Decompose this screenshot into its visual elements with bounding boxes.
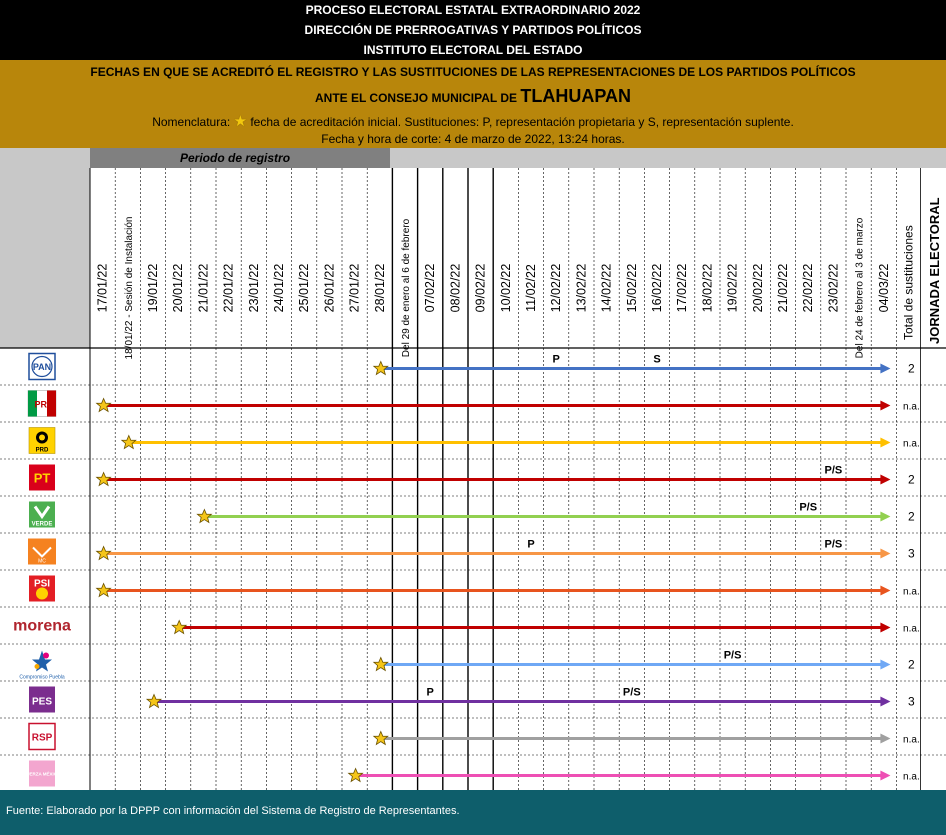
party-logo-morena — [13, 618, 71, 635]
total-substitutions: 3 — [908, 694, 915, 709]
timeline-arrowhead — [880, 660, 890, 670]
period-label-text: Periodo de registro — [180, 151, 291, 165]
period-label — [90, 148, 390, 168]
party-logo-text: PT — [33, 470, 51, 486]
timeline-arrowhead — [880, 438, 890, 448]
total-substitutions: n.a. — [903, 771, 920, 783]
timeline-arrowhead — [880, 771, 890, 781]
party-row-pt — [29, 465, 915, 491]
column-label: Del 29 de enero al 6 de febrero — [401, 218, 412, 358]
party-logo-text: PSI — [33, 578, 51, 590]
timeline-arrowhead — [880, 734, 890, 744]
substitution-mark: P/S — [824, 464, 843, 477]
star-icon — [374, 732, 388, 745]
substitution-mark: P/S — [799, 501, 818, 514]
star-icon — [147, 695, 161, 708]
party-logo-pes — [29, 687, 55, 713]
council-line — [0, 86, 946, 107]
party-row-mc — [28, 539, 915, 565]
total-substitutions: 2 — [908, 361, 915, 376]
council-prefix: ANTE EL CONSEJO MUNICIPAL DE — [314, 91, 521, 105]
source-footer — [0, 790, 946, 835]
header-line-3: INSTITUTO ELECTORAL DEL ESTADO — [363, 43, 583, 57]
substitution-mark: P/S — [622, 686, 641, 699]
nomenclature-prefix: Nomenclatura: — [152, 115, 234, 129]
institution-header — [0, 0, 946, 60]
report-subtitle: FECHAS EN QUE SE ACREDITÓ EL REGISTRO Y LAS SUSTITUCIONES DE LAS REPRESENTACIONES DE LOS PARTIDOS POLÍTICOS — [90, 65, 856, 79]
substitution-mark: P/S — [723, 649, 742, 662]
party-row-pes — [29, 687, 915, 713]
party-row-morena — [13, 618, 920, 635]
party-logo-mc — [28, 539, 56, 565]
party-logo-prd — [29, 428, 55, 454]
star-icon: ★ — [233, 113, 248, 130]
substitution-mark: S — [653, 353, 661, 366]
party-row-pri — [28, 391, 920, 417]
column-label: 19/02/22 — [725, 263, 740, 313]
column-label: 17/02/22 — [675, 263, 690, 313]
substitution-mark: P — [552, 353, 560, 366]
municipality-name: TLAHUAPAN — [520, 86, 631, 106]
party-logo-text: MC — [38, 558, 46, 565]
party-logo-text: FUERZA MÉXICO — [23, 771, 61, 777]
party-logo-text: PRD — [35, 447, 49, 454]
star-icon — [97, 473, 111, 486]
substitution-mark: P — [527, 538, 535, 551]
substitution-mark: P/S — [824, 538, 843, 551]
column-label: 22/02/22 — [801, 263, 816, 313]
column-label: 07/02/22 — [423, 263, 438, 313]
column-label: 21/02/22 — [776, 263, 790, 313]
star-icon — [374, 658, 388, 671]
party-logo-text: RSP — [31, 732, 53, 744]
column-label: 28/01/22 — [372, 263, 387, 313]
star-icon — [122, 436, 136, 449]
column-label: 12/02/22 — [549, 263, 564, 313]
timeline-arrowhead — [880, 512, 890, 522]
substitution-mark: P — [426, 686, 434, 699]
column-label: 23/01/22 — [246, 263, 261, 313]
total-substitutions: n.a. — [903, 438, 920, 450]
column-label: 20/02/22 — [750, 263, 765, 313]
header-line-1: PROCESO ELECTORAL ESTATAL EXTRAORDINARIO 2022 — [305, 3, 641, 17]
total-substitutions: 2 — [908, 472, 915, 487]
party-row-prd — [29, 428, 920, 454]
column-label: 13/02/22 — [574, 263, 589, 313]
column-label: Del 24 de febrero al 3 de marzo — [854, 217, 866, 359]
total-substitutions: n.a. — [903, 401, 920, 413]
timeline-arrowhead — [880, 549, 890, 559]
compromiso-logo-mark — [32, 651, 52, 672]
party-logo-text: PES — [31, 696, 53, 708]
party-row-cp — [19, 650, 915, 681]
timeline-arrowhead — [880, 401, 890, 411]
header-line-2: DIRECCIÓN DE PRERROGATIVAS Y PARTIDOS POLÍTICOS — [304, 23, 642, 37]
column-label: 22/01/22 — [221, 263, 236, 313]
party-logo-pri — [28, 391, 56, 417]
column-label: 16/02/22 — [650, 263, 664, 313]
party-logo-pt — [29, 465, 55, 491]
total-column-label: Total de sustituciones — [901, 225, 916, 340]
party-logo-text: VERDE — [31, 521, 53, 528]
total-substitutions: 2 — [908, 509, 915, 524]
total-substitutions: n.a. — [903, 623, 920, 635]
column-label: 25/01/22 — [297, 263, 312, 313]
column-label: 18/02/22 — [700, 263, 715, 313]
timeline-arrowhead — [880, 623, 890, 633]
party-logo-pan — [29, 354, 55, 380]
column-label: 23/02/22 — [826, 263, 841, 313]
column-label: 24/01/22 — [272, 263, 286, 313]
jornada-column-label: JORNADA ELECTORAL — [927, 197, 943, 344]
star-icon — [349, 769, 363, 782]
party-logo-text: PRI — [34, 399, 50, 410]
party-logo-cp — [19, 651, 65, 681]
party-logo-text: morena — [13, 617, 71, 635]
total-substitutions: n.a. — [903, 586, 920, 598]
column-label: 26/01/22 — [322, 263, 337, 313]
timeline-arrowhead — [880, 475, 890, 485]
column-label: 14/02/22 — [599, 263, 614, 313]
source-note: Fuente: Elaborado por la DPPP con información del Sistema de Registro de Representantes. — [6, 805, 460, 817]
party-logo-verde — [29, 502, 55, 528]
cutoff-date: Fecha y hora de corte: 4 de marzo de 2022, 13:24 horas. — [321, 132, 625, 146]
column-label: 11/02/22 — [524, 264, 538, 312]
nomenclature — [0, 112, 946, 130]
total-substitutions: 2 — [908, 657, 915, 672]
column-label: 18/01/22 - Sesión de Instalación — [123, 216, 135, 360]
party-logo-rsp — [29, 724, 55, 750]
party-row-rsp — [29, 724, 920, 750]
timeline-arrowhead — [880, 364, 890, 374]
total-substitutions: n.a. — [903, 734, 920, 746]
timeline-arrowhead — [880, 586, 890, 596]
column-label: 20/01/22 — [171, 263, 186, 313]
star-icon — [197, 510, 211, 523]
party-logo-psi — [29, 576, 55, 602]
timeline-grid — [0, 168, 946, 790]
column-label: 17/01/22 — [95, 263, 110, 313]
column-label: 15/02/22 — [624, 263, 639, 313]
column-label: 10/02/22 — [498, 263, 513, 313]
timeline-arrowhead — [880, 697, 890, 707]
party-logo-text: Compromiso Puebla — [19, 674, 65, 681]
column-label: 21/01/22 — [196, 263, 211, 313]
party-row-psi — [29, 576, 920, 602]
party-logo-fm — [23, 761, 61, 787]
column-label: 19/01/22 — [146, 263, 160, 313]
column-label: 27/01/22 — [347, 263, 362, 313]
star-icon — [97, 547, 111, 560]
star-icon — [97, 584, 111, 597]
star-icon — [172, 621, 186, 634]
star-icon — [97, 399, 111, 412]
party-row-pan — [29, 354, 915, 380]
column-label: 08/02/22 — [448, 263, 463, 313]
party-row-verde — [29, 502, 915, 528]
star-icon — [374, 362, 388, 375]
nomenclature-text: fecha de acreditación inicial. Sustituciones: P, representación propietaria y S, representación suplente. — [247, 115, 794, 129]
party-row-fm — [23, 761, 919, 787]
column-label: 04/03/22 — [876, 263, 891, 313]
column-label: 09/02/22 — [473, 263, 488, 313]
report-header — [0, 60, 946, 148]
total-substitutions: 3 — [908, 546, 915, 561]
party-logo-text: PAN — [32, 362, 52, 372]
